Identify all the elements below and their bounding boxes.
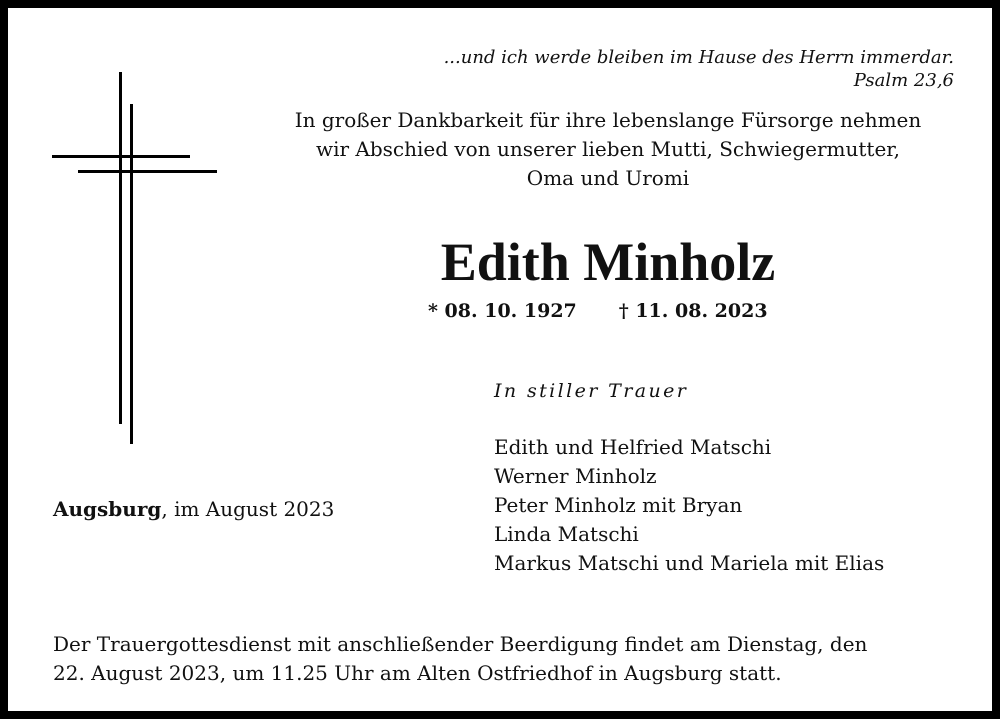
psalm-source: Psalm 23,6 bbox=[853, 70, 954, 91]
place-and-date bbox=[53, 495, 334, 524]
intro-text bbox=[268, 106, 948, 193]
birth-date: * 08. 10. 1927 bbox=[428, 300, 577, 322]
funeral-service-info bbox=[53, 630, 953, 688]
intro-line: Oma und Uromi bbox=[526, 166, 690, 190]
intro-line: wir Abschied von unserer lieben Mutti, Schwiegermutter, bbox=[315, 137, 901, 161]
mourner-name: Edith und Helfried Matschi bbox=[494, 435, 772, 459]
service-line: 22. August 2023, um 11.25 Uhr am Alten Ostfriedhof in Augsburg statt. bbox=[53, 661, 782, 685]
life-dates bbox=[428, 298, 768, 324]
place-city: Augsburg bbox=[53, 497, 162, 521]
mourner-name: Linda Matschi bbox=[494, 522, 639, 546]
mourners-list bbox=[494, 433, 884, 578]
intro-line: In großer Dankbarkeit für ihre lebenslange Fürsorge nehmen bbox=[294, 108, 922, 132]
psalm-verse: ...und ich werde bleiben im Hause des Herrn immerdar. bbox=[443, 47, 954, 68]
service-line: Der Trauergottesdienst mit anschließender Beerdigung findet am Dienstag, den bbox=[53, 632, 868, 656]
death-date: † 11. 08. 2023 bbox=[618, 300, 768, 322]
place-date: , im August 2023 bbox=[161, 497, 335, 521]
mourning-heading: In stiller Trauer bbox=[494, 380, 689, 402]
mourner-name: Werner Minholz bbox=[494, 464, 657, 488]
mourner-name: Peter Minholz mit Bryan bbox=[494, 493, 743, 517]
deceased-name: Edith Minholz bbox=[440, 232, 776, 292]
mourner-name: Markus Matschi und Mariela mit Elias bbox=[494, 551, 885, 575]
